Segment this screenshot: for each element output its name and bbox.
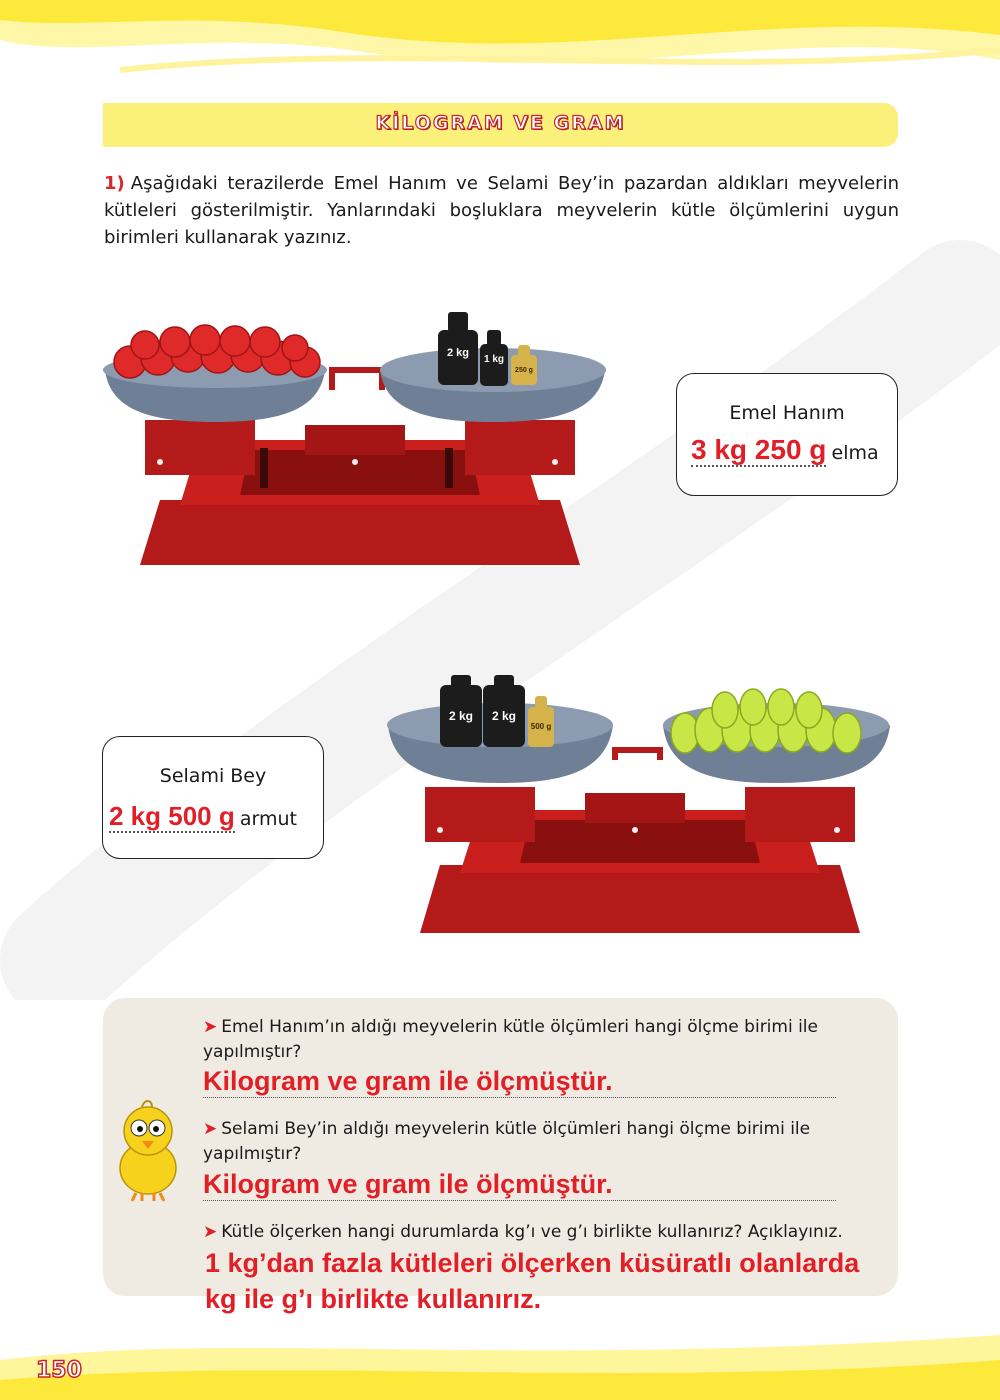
bottom-decoration [0,1320,1000,1400]
answer-row [691,434,886,466]
section-title: KİLOGRAM VE GRAM [375,112,626,134]
check-arrow-icon: ➤ [203,1119,218,1139]
balance-scale-apples [100,300,620,575]
weight-label: 2 kg [491,709,517,723]
person-name: Selami Bey [159,765,267,787]
weight-label: 250 g [515,367,533,374]
sub-question-2 [203,1117,863,1167]
check-arrow-icon: ➤ [203,1222,218,1242]
question-number: 1) [104,173,125,194]
sub-answer-1[interactable]: Kilogram ve gram ile ölçmüştür. [203,1066,836,1098]
balance-scale-pears [385,675,900,940]
top-decoration [0,0,1000,95]
answer-row [109,801,319,832]
sub-answer-3-line-2[interactable]: kg ile g’ı birlikte kullanırız. [205,1284,542,1314]
pears [671,689,861,753]
chick-mascot-icon [108,1093,188,1203]
item-name: elma [831,442,879,464]
answer-value[interactable]: 3 kg 250 g [691,434,827,465]
sub-question-1 [203,1015,853,1065]
sub-answer-3-line-1[interactable]: 1 kg’dan fazla kütleleri ölçerken küsüratlı olanlarda [205,1248,860,1278]
sub-answer-2[interactable]: Kilogram ve gram ile ölçmüştür. [203,1169,836,1201]
sub-question-text: Emel Hanım’ın aldığı meyvelerin kütle ölçümleri hangi ölçme birimi ile yapılmıştır? [203,1017,818,1062]
weight-label: 2 kg [446,347,470,359]
answer-value[interactable]: 2 kg 500 g [109,801,235,831]
section-title-bar [103,103,898,147]
item-name: armut [239,808,297,830]
page-number: 150 [36,1358,82,1383]
check-arrow-icon: ➤ [203,1017,218,1037]
answer-box-emel [676,373,898,496]
question-text: Aşağıdaki terazilerde Emel Hanım ve Selami Bey’in pazardan aldıkları meyvelerin kütleleri gösterilmiştir. Yanlarındaki boşluklara meyvelerin kütle ölçümlerini uygun birimleri kullanarak yazınız. [104,173,899,248]
person-name: Emel Hanım [729,402,845,424]
weight-label: 2 kg [448,709,474,723]
weight-label: 500 g [530,722,552,731]
answer-box-selami [102,736,324,859]
sub-question-text: Kütle ölçerken hangi durumlarda kg’ı ve g’ı birlikte kullanırız? Açıklayınız. [221,1222,843,1242]
question-intro [104,170,899,251]
sub-question-3 [203,1220,863,1245]
sub-question-text: Selami Bey’in aldığı meyvelerin kütle ölçümleri hangi ölçme birimi ile yapılmıştır? [203,1119,811,1164]
weight-label: 1 kg [483,354,505,365]
